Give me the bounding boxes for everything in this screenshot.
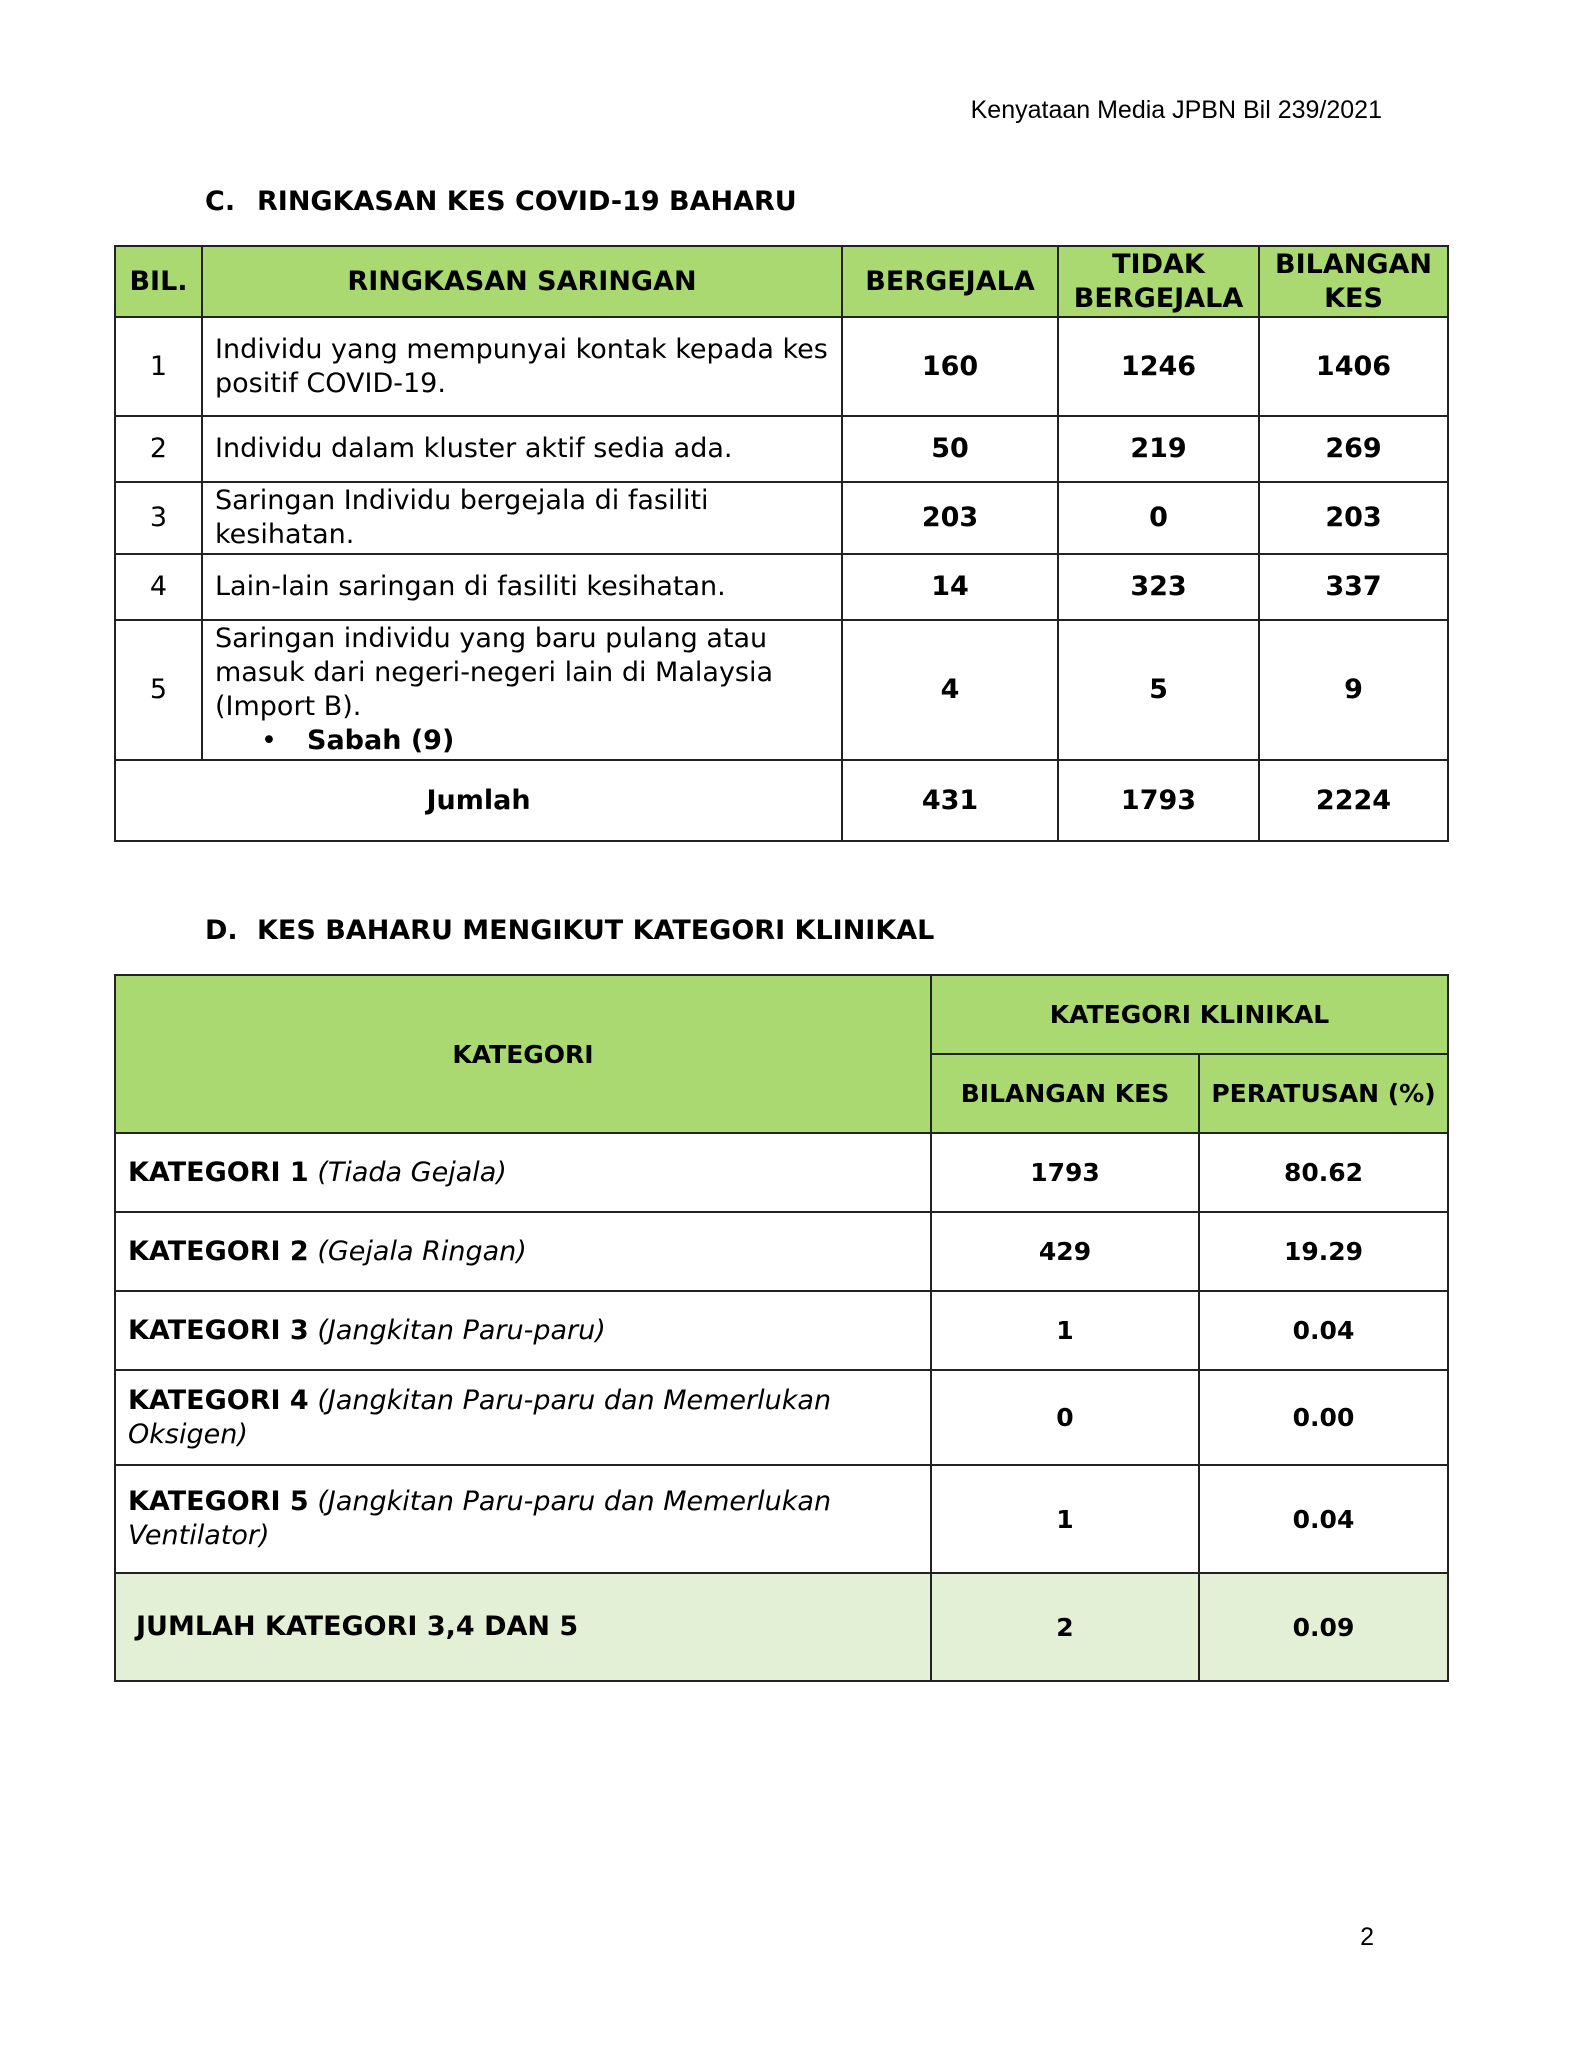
- row-kategori: [115, 1465, 931, 1573]
- column-header-bil: BIL.: [115, 246, 202, 317]
- row-bergejala: 50: [842, 416, 1058, 482]
- row-bil: 3: [115, 482, 202, 554]
- table-row: [115, 620, 1448, 760]
- table-row: [115, 317, 1448, 416]
- kategori-description: (Tiada Gejala): [317, 1156, 507, 1188]
- row-description: Lain-lain saringan di fasiliti kesihatan.: [202, 554, 842, 620]
- table-kategori-klinikal: [114, 974, 1449, 1682]
- table-row: [115, 1370, 1448, 1465]
- table-row: [115, 1133, 1448, 1212]
- document-reference: Kenyataan Media JPBN Bil 239/2021: [970, 96, 1382, 124]
- kategori-name: KATEGORI 2: [128, 1235, 309, 1267]
- table-row: [115, 554, 1448, 620]
- table-row: [115, 1465, 1448, 1573]
- table-header-row: [115, 975, 1448, 1054]
- row-bergejala: 160: [842, 317, 1058, 416]
- section-d-letter: D.: [205, 915, 238, 946]
- row-bilangan-kes: 1406: [1259, 317, 1448, 416]
- column-header-bilangan-kes: BILANGAN KES: [931, 1054, 1199, 1133]
- row-kategori: [115, 1291, 931, 1370]
- row-bergejala: 4: [842, 620, 1058, 760]
- row-tidak-bergejala: 323: [1058, 554, 1259, 620]
- total-label: JUMLAH KATEGORI 3,4 DAN 5: [115, 1573, 931, 1681]
- total-peratusan: 0.09: [1199, 1573, 1448, 1681]
- row-bilangan-kes: 1: [931, 1291, 1199, 1370]
- row-bilangan-kes: 203: [1259, 482, 1448, 554]
- row-peratusan: 0.04: [1199, 1291, 1448, 1370]
- table-row: [115, 416, 1448, 482]
- row-kategori: [115, 1212, 931, 1291]
- page-number: 2: [1360, 1923, 1374, 1951]
- column-header-tidak-bergejala: TIDAK BERGEJALA: [1058, 246, 1259, 317]
- section-d-heading: KES BAHARU MENGIKUT KATEGORI KLINIKAL: [257, 915, 935, 946]
- section-d-title: [205, 915, 934, 946]
- row-tidak-bergejala: 219: [1058, 416, 1259, 482]
- row-bullet-item: [215, 724, 840, 758]
- row-bilangan-kes: 1: [931, 1465, 1199, 1573]
- kategori-name: KATEGORI 4: [128, 1384, 309, 1416]
- row-tidak-bergejala: 5: [1058, 620, 1259, 760]
- row-kategori: [115, 1133, 931, 1212]
- kategori-name: KATEGORI 1: [128, 1156, 309, 1188]
- table-row: [115, 482, 1448, 554]
- section-c-letter: C.: [205, 186, 236, 217]
- column-header-bilangan-kes: BILANGAN KES: [1259, 246, 1448, 317]
- row-peratusan: 19.29: [1199, 1212, 1448, 1291]
- table-row: [115, 1212, 1448, 1291]
- total-label: Jumlah: [115, 760, 842, 841]
- table-total-row: [115, 760, 1448, 841]
- row-tidak-bergejala: 0: [1058, 482, 1259, 554]
- kategori-description: (Jangkitan Paru-paru dan Memerlukan Ventilator): [128, 1486, 832, 1551]
- row-kategori: [115, 1370, 931, 1465]
- row-bilangan-kes: 1793: [931, 1133, 1199, 1212]
- column-header-peratusan: PERATUSAN (%): [1199, 1054, 1448, 1133]
- total-bilangan-kes: 2: [931, 1573, 1199, 1681]
- row-bil: 1: [115, 317, 202, 416]
- column-header-kategori: KATEGORI: [115, 975, 931, 1133]
- total-bergejala: 431: [842, 760, 1058, 841]
- row-bilangan-kes: 429: [931, 1212, 1199, 1291]
- table-header-row: [115, 246, 1448, 317]
- table-row: [115, 1291, 1448, 1370]
- row-description-text: Saringan individu yang baru pulang atau masuk dari negeri-negeri lain di Malaysia (Import B).: [215, 623, 774, 722]
- column-header-bergejala: BERGEJALA: [842, 246, 1058, 317]
- row-description: Individu yang mempunyai kontak kepada kes positif COVID-19.: [202, 317, 842, 416]
- row-tidak-bergejala: 1246: [1058, 317, 1259, 416]
- row-bil: 2: [115, 416, 202, 482]
- kategori-description: (Jangkitan Paru-paru): [317, 1314, 606, 1346]
- row-bullet-text: Sabah (9): [307, 725, 455, 756]
- column-header-kategori-klinikal: KATEGORI KLINIKAL: [931, 975, 1448, 1054]
- row-bil: 5: [115, 620, 202, 760]
- row-peratusan: 0.00: [1199, 1370, 1448, 1465]
- kategori-description: (Jangkitan Paru-paru dan Memerlukan Oksigen): [128, 1384, 832, 1450]
- table-total-row: [115, 1573, 1448, 1681]
- kategori-description: (Gejala Ringan): [317, 1235, 527, 1267]
- section-c-heading: RINGKASAN KES COVID-19 BAHARU: [257, 186, 797, 217]
- row-description: Saringan Individu bergejala di fasiliti kesihatan.: [202, 482, 842, 554]
- row-bergejala: 14: [842, 554, 1058, 620]
- row-peratusan: 0.04: [1199, 1465, 1448, 1573]
- row-bilangan-kes: 9: [1259, 620, 1448, 760]
- kategori-name: KATEGORI 3: [128, 1314, 309, 1346]
- row-bilangan-kes: 269: [1259, 416, 1448, 482]
- section-c-title: [205, 186, 797, 217]
- table-ringkasan-kes: [114, 245, 1449, 842]
- row-bil: 4: [115, 554, 202, 620]
- row-description: [202, 620, 842, 760]
- row-bergejala: 203: [842, 482, 1058, 554]
- bullet-icon: •: [261, 725, 277, 756]
- total-tidak-bergejala: 1793: [1058, 760, 1259, 841]
- total-bilangan-kes: 2224: [1259, 760, 1448, 841]
- row-bilangan-kes: 337: [1259, 554, 1448, 620]
- kategori-name: KATEGORI 5: [128, 1486, 309, 1517]
- row-bilangan-kes: 0: [931, 1370, 1199, 1465]
- row-description: Individu dalam kluster aktif sedia ada.: [202, 416, 842, 482]
- row-peratusan: 80.62: [1199, 1133, 1448, 1212]
- column-header-ringkasan: RINGKASAN SARINGAN: [202, 246, 842, 317]
